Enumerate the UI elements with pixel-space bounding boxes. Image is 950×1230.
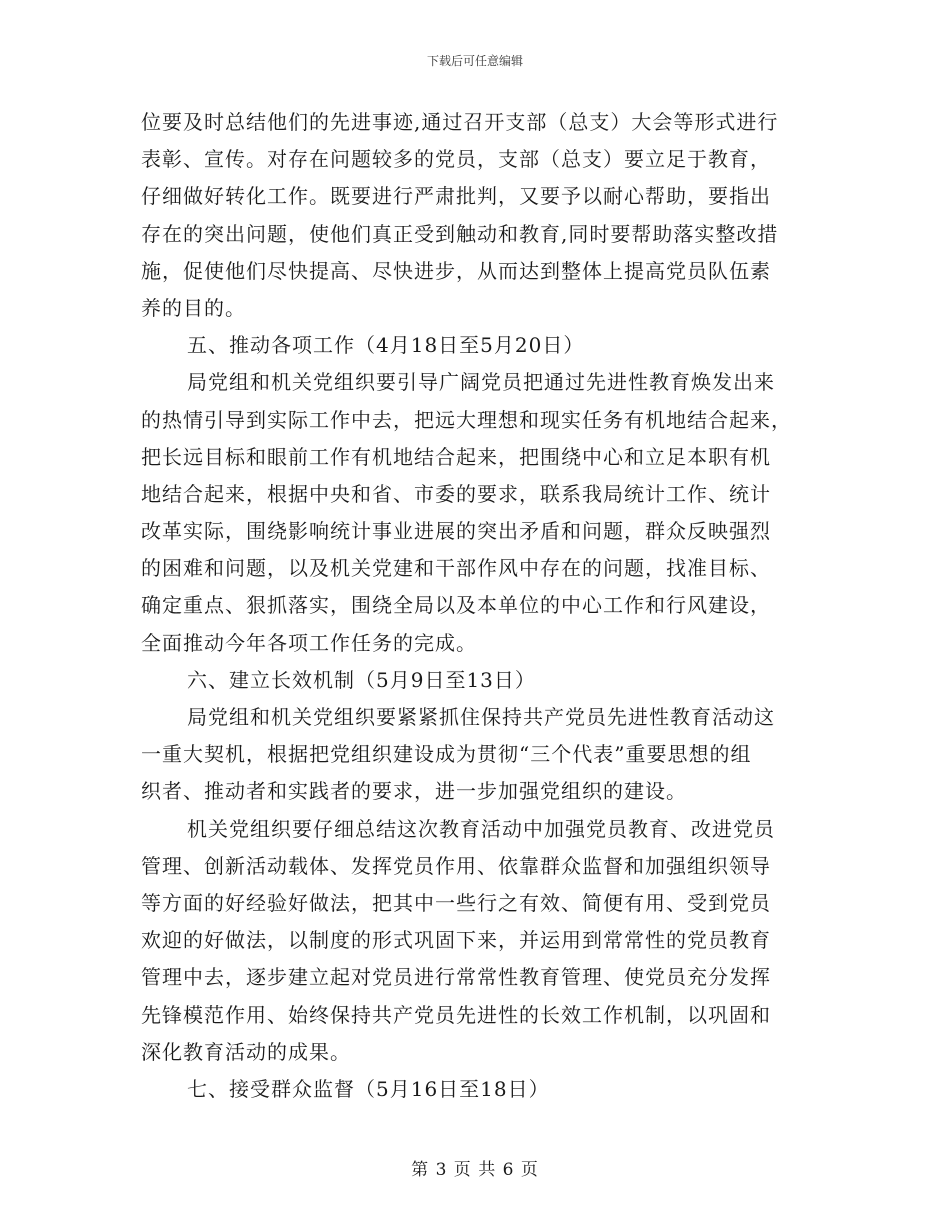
text-line: 管理中去，逐步建立起对党员进行常常性教育管理、使党员充分发挥 xyxy=(141,965,771,990)
text-line: 等方面的好经验好做法，把其中一些行之有效、简便有用、受到党员 xyxy=(141,890,771,915)
text-line: 改革实际，围绕影响统计事业进展的突出矛盾和问题，群众反映强烈 xyxy=(141,519,771,544)
section-heading-6: 六、建立长效机制（5月9日至13日） xyxy=(187,667,536,692)
text-line: 施，促使他们尽快提高、尽快进步，从而达到整体上提高党员队伍素 xyxy=(141,258,771,283)
document-body xyxy=(141,104,809,1108)
text-line: 确定重点、狠抓落实，围绕全局以及本单位的中心工作和行风建设， xyxy=(141,593,771,618)
text-line: 的热情引导到实际工作中去，把远大理想和现实任务有机地结合起来， xyxy=(141,407,792,432)
text-line: 养的目的。 xyxy=(141,295,246,320)
text-line: 先锋模范作用、始终保持共产党员先进性的长效工作机制，以巩固和 xyxy=(141,1002,771,1027)
section-heading-5: 五、推动各项工作（4月18日至5月20日） xyxy=(187,333,585,358)
text-line: 的困难和问题，以及机关党建和干部作风中存在的问题，找准目标、 xyxy=(141,556,771,581)
text-line: 存在的突出问题，使他们真正受到触动和教育,同时要帮助落实整改措 xyxy=(141,221,779,246)
text-line: 深化教育活动的成果。 xyxy=(141,1039,351,1064)
text-line: 地结合起来，根据中央和省、市委的要求，联系我局统计工作、统计 xyxy=(141,481,771,506)
paragraph-start: 局党组和机关党组织要引导广阔党员把通过先进性教育焕发出来 xyxy=(187,370,775,395)
text-line: 表彰、宣传。对存在问题较多的党员，支部（总支）要立足于教育， xyxy=(141,147,771,172)
section-heading-7: 七、接受群众监督（5月16日至18日） xyxy=(187,1076,550,1101)
paragraph-start: 机关党组织要仔细总结这次教育活动中加强党员教育、改进党员 xyxy=(187,816,775,841)
text-line: 把长远目标和眼前工作有机地结合起来，把围绕中心和立足本职有机 xyxy=(141,444,771,469)
text-line: 位要及时总结他们的先进事迹,通过召开支部（总支）大会等形式进行 xyxy=(141,110,779,134)
page-header: 下载后可任意编辑 xyxy=(426,54,523,68)
text-line: 仔细做好转化工作。既要进行严肃批判，又要予以耐心帮助，要指出 xyxy=(141,184,771,209)
text-line: 织者、推动者和实践者的要求，进一步加强党组织的建设。 xyxy=(141,779,687,804)
text-line: 管理、创新活动载体、发挥党员作用、依靠群众监督和加强组织领导 xyxy=(141,853,771,878)
text-line: 一重大契机，根据把党组织建设成为贯彻“三个代表”重要思想的组 xyxy=(141,742,752,767)
page-number: 第 3 页 共 6 页 xyxy=(411,1160,539,1180)
paragraph-start: 局党组和机关党组织要紧紧抓住保持共产党员先进性教育活动这 xyxy=(187,705,775,729)
text-line: 欢迎的好做法，以制度的形式巩固下来，并运用到常常性的党员教育 xyxy=(141,928,771,953)
text-line: 全面推动今年各项工作任务的完成。 xyxy=(141,630,477,655)
